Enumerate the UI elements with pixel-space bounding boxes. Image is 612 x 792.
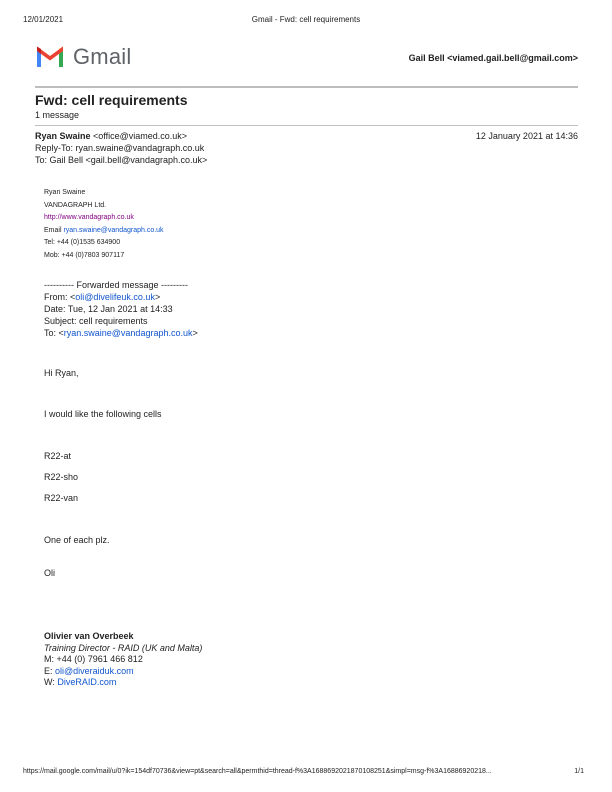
sig-website-link[interactable]: http://www.vandagraph.co.uk: [44, 214, 134, 221]
forward-separator: ---------- Forwarded message ---------: [44, 280, 188, 290]
fwd-to-label: To: <: [44, 328, 64, 338]
sig-company: VANDAGRAPH Ltd.: [44, 201, 107, 209]
sig-email-label: Email: [44, 226, 64, 234]
raid-sig-email-label: E:: [44, 665, 56, 676]
message-from: [35, 131, 187, 141]
greeting: Hi Ryan,: [44, 368, 79, 378]
vandagraph-signature: [44, 187, 164, 262]
thread-divider: [35, 125, 578, 126]
forwarded-header: [44, 279, 198, 339]
fwd-from-label: From: <: [44, 292, 76, 302]
sig-tel: Tel: +44 (0)1535 634900: [44, 239, 121, 246]
raid-sig-title: Training Director - RAID (UK and Malta): [44, 642, 203, 653]
request-line: One of each plz.: [44, 535, 110, 545]
print-page-number: 1/1: [574, 768, 584, 775]
fwd-subject: Subject: cell requirements: [44, 316, 148, 326]
reply-to: Reply-To: ryan.swaine@vandagraph.co.uk: [35, 143, 205, 153]
gmail-m-icon: [35, 45, 65, 68]
signoff: Oli: [44, 568, 55, 578]
fwd-date: Date: Tue, 12 Jan 2021 at 14:33: [44, 304, 173, 314]
gmail-logo: [35, 44, 132, 73]
sig-email-link[interactable]: ryan.swaine@vandagraph.co.uk: [63, 226, 164, 234]
cell-item: R22-at: [44, 451, 72, 461]
message-date: 12 January 2021 at 14:36: [475, 131, 578, 141]
fwd-from-email-link[interactable]: oli@divelifeuk.co.uk: [75, 292, 155, 302]
raid-sig-mobile: M: +44 (0) 7961 466 812: [44, 654, 143, 664]
intro-line: I would like the following cells: [44, 409, 162, 419]
raid-signature: [44, 631, 202, 689]
raid-sig-web-link[interactable]: DiveRAID.com: [57, 677, 117, 687]
sender-email: <office@viamed.co.uk>: [93, 131, 188, 141]
print-url: https://mail.google.com/mail/u/0?ik=154df70736&view=pt&search=all&permthid=thread-f%3A1688692021870108251&simpl=msg-f%3A16886920218...: [23, 768, 492, 775]
thread-subject: Fwd: cell requirements: [35, 92, 188, 108]
fwd-from-close: >: [154, 292, 161, 302]
sig-name: Ryan Swaine: [44, 189, 86, 196]
fwd-to-email-link[interactable]: ryan.swaine@vandagraph.co.uk: [63, 328, 193, 338]
sender-name: Ryan Swaine: [35, 131, 91, 141]
gmail-logo-text: Gmail: [73, 44, 132, 69]
raid-sig-email-link[interactable]: oli@diveraiduk.com: [55, 665, 134, 676]
raid-sig-web-label: W:: [44, 677, 58, 687]
account-email: Gail Bell <viamed.gail.bell@gmail.com>: [408, 53, 578, 63]
print-date: 12/01/2021: [23, 15, 64, 24]
fwd-to-close: >: [192, 328, 198, 338]
print-title: Gmail - Fwd: cell requirements: [251, 15, 361, 24]
cell-item: R22-sho: [44, 472, 79, 482]
sig-mob: Mob: +44 (0)7803 907117: [44, 251, 125, 259]
header-divider: [35, 86, 578, 88]
message-to: To: Gail Bell <gail.bell@vandagraph.co.uk>: [35, 155, 208, 165]
message-count: 1 message: [35, 110, 80, 120]
raid-sig-name: Olivier van Overbeek: [44, 631, 134, 641]
cell-item: R22-van: [44, 493, 79, 503]
